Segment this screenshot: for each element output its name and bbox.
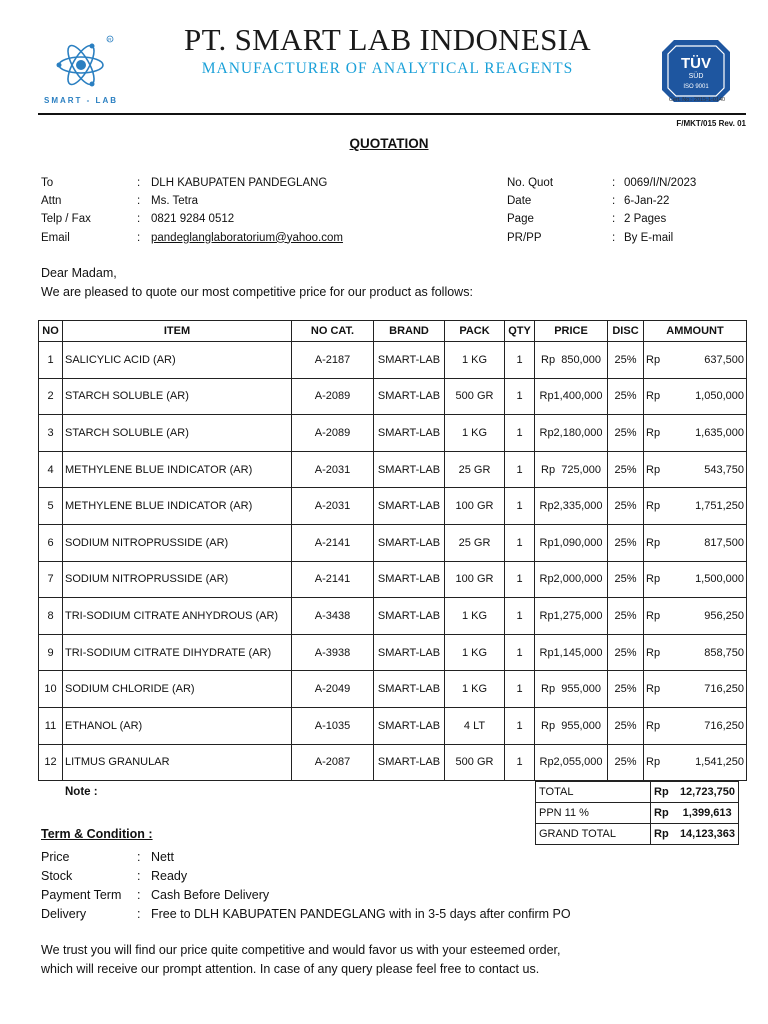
header-no: NO [39, 321, 63, 342]
cell-qty: 1 [505, 451, 535, 488]
recipient-phone: 0821 9284 0512 [151, 213, 235, 226]
cell-item: STARCH SOLUBLE (AR) [63, 415, 292, 452]
quote-info-colons: : : : : [612, 177, 616, 244]
cell-brand: SMART-LAB [374, 342, 445, 379]
cell-amount [644, 598, 747, 635]
table-row [39, 342, 747, 379]
table-header-row [39, 321, 747, 342]
table-row [39, 634, 747, 671]
cell-amount [644, 451, 747, 488]
cell-disc: 25% [608, 561, 644, 598]
iso-text: ISO 9001 [683, 84, 709, 90]
cell-currency: Rp [646, 683, 661, 696]
logo-text: SMART - LAB [44, 96, 118, 105]
table-row [39, 707, 747, 744]
cell-currency: Rp [646, 353, 661, 366]
cell-brand: SMART-LAB [374, 451, 445, 488]
cell-cat: A-2089 [292, 378, 374, 415]
cell-brand: SMART-LAB [374, 634, 445, 671]
recipient-to: DLH KABUPATEN PANDEGLANG [151, 177, 328, 189]
recipient-label: Attn [41, 195, 62, 208]
cell-amount-value: 1,050,000 [695, 390, 744, 403]
cell-disc: 25% [608, 415, 644, 452]
cell-pack: 1 KG [445, 342, 505, 379]
ppn-value-cell [651, 803, 739, 824]
cell-cat: A-1035 [292, 707, 374, 744]
cell-pack: 500 GR [445, 378, 505, 415]
letter-intro [41, 264, 473, 301]
cell-disc: 25% [608, 744, 644, 781]
grand-total-label: GRAND TOTAL [536, 824, 651, 845]
cell-pack: 1 KG [445, 671, 505, 708]
cell-qty: 1 [505, 488, 535, 525]
term-label: Price [41, 850, 70, 864]
cell-item: TRI-SODIUM CITRATE ANHYDROUS (AR) [63, 598, 292, 635]
cell-currency: Rp [646, 536, 661, 549]
cell-disc: 25% [608, 707, 644, 744]
svg-text:R: R [108, 37, 112, 42]
cell-price: Rp2,000,000 [535, 561, 608, 598]
closing-line: We trust you will find our price quite competitive and would favor us with your esteemed order, [41, 943, 561, 957]
cell-no: 3 [39, 415, 63, 452]
cell-qty: 1 [505, 598, 535, 635]
header-brand: BRAND [374, 321, 445, 342]
quote-pages: 2 Pages [624, 213, 667, 226]
cell-brand: SMART-LAB [374, 488, 445, 525]
cell-currency: Rp [646, 646, 661, 659]
cell-disc: 25% [608, 488, 644, 525]
term-label: Payment Term [41, 888, 122, 902]
header-qty: QTY [505, 321, 535, 342]
tuv-certification-badge [660, 38, 732, 104]
cell-cat: A-2087 [292, 744, 374, 781]
cell-amount [644, 488, 747, 525]
terms-colons: : : : : [137, 850, 141, 921]
cell-amount-value: 1,541,250 [695, 756, 744, 769]
quote-info-label: Page [507, 213, 534, 226]
recipient-attn: Ms. Tetra [151, 195, 199, 208]
cell-amount-value: 858,750 [704, 646, 744, 659]
cell-amount [644, 524, 747, 561]
grand-total-value: 14,123,363 [679, 828, 735, 840]
cell-no: 9 [39, 634, 63, 671]
table-row [39, 671, 747, 708]
header-pack: PACK [445, 321, 505, 342]
header-price: PRICE [535, 321, 608, 342]
company-tagline: MANUFACTURER OF ANALYTICAL REAGENTS [201, 60, 574, 77]
cell-cat: A-2031 [292, 451, 374, 488]
cell-no: 12 [39, 744, 63, 781]
term-delivery: Free to DLH KABUPATEN PANDEGLANG with in 3-5 days after confirm PO [151, 907, 571, 921]
recipient-label: To [41, 177, 54, 189]
recipient-values [151, 174, 343, 247]
cell-currency: Rp [646, 609, 661, 622]
table-row [39, 415, 747, 452]
cell-disc: 25% [608, 524, 644, 561]
cell-qty: 1 [505, 378, 535, 415]
cell-price: Rp1,090,000 [535, 524, 608, 561]
cell-amount-value: 716,250 [704, 683, 744, 696]
closing-paragraph [41, 941, 560, 979]
total-value-cell [651, 782, 739, 803]
greeting: Dear Madam, [41, 266, 117, 280]
cell-price: Rp1,275,000 [535, 598, 608, 635]
cell-brand: SMART-LAB [374, 378, 445, 415]
grand-total-value-cell [651, 824, 739, 845]
total-value: 12,723,750 [679, 786, 735, 798]
header-divider [38, 113, 746, 115]
cell-qty: 1 [505, 634, 535, 671]
table-row [39, 451, 747, 488]
totals-row-grand-total [536, 824, 739, 845]
cell-price: Rp1,145,000 [535, 634, 608, 671]
term-label: Stock [41, 869, 73, 883]
header-cat: NO CAT. [292, 321, 374, 342]
header-disc: DISC [608, 321, 644, 342]
cell-no: 4 [39, 451, 63, 488]
totals-row-total [536, 782, 739, 803]
cell-disc: 25% [608, 342, 644, 379]
intro-text: We are pleased to quote our most competitive price for our product as follows: [41, 284, 473, 299]
note-label: Note : [65, 786, 98, 798]
cell-no: 1 [39, 342, 63, 379]
cell-qty: 1 [505, 561, 535, 598]
header-amount: AMMOUNT [644, 321, 747, 342]
cell-price: Rp2,055,000 [535, 744, 608, 781]
cell-currency: Rp [646, 390, 661, 403]
cell-qty: 1 [505, 415, 535, 452]
quote-pr-pp: By E-mail [624, 231, 674, 244]
cell-brand: SMART-LAB [374, 415, 445, 452]
items-table [38, 320, 747, 781]
quote-info-label: No. Quot [507, 177, 554, 189]
tuv-sub-text: SÜD [688, 73, 704, 80]
totals-row-ppn [536, 803, 739, 824]
quote-info-label: Date [507, 195, 532, 208]
total-currency: Rp [654, 786, 669, 798]
cell-amount-value: 543,750 [704, 463, 744, 476]
cell-item: SODIUM NITROPRUSSIDE (AR) [63, 524, 292, 561]
cell-item: METHYLENE BLUE INDICATOR (AR) [63, 451, 292, 488]
cell-brand: SMART-LAB [374, 524, 445, 561]
table-row [39, 744, 747, 781]
cell-no: 10 [39, 671, 63, 708]
cell-price: Rp2,180,000 [535, 415, 608, 452]
cell-amount-value: 817,500 [704, 536, 744, 549]
terms-labels [41, 848, 121, 924]
quote-date: 6-Jan-22 [624, 195, 670, 208]
cell-brand: SMART-LAB [374, 671, 445, 708]
document-title: QUOTATION [349, 136, 429, 151]
cell-brand: SMART-LAB [374, 561, 445, 598]
cell-cat: A-2049 [292, 671, 374, 708]
table-row [39, 524, 747, 561]
cell-amount-value: 637,500 [704, 353, 744, 366]
cell-pack: 1 KG [445, 598, 505, 635]
term-price: Nett [151, 850, 174, 864]
cell-price: Rp1,400,000 [535, 378, 608, 415]
terms-values [151, 848, 571, 924]
cell-item: TRI-SODIUM CITRATE DIHYDRATE (AR) [63, 634, 292, 671]
cell-qty: 1 [505, 744, 535, 781]
certificate-number: Cert. No.: 2015-1-0140 [668, 97, 726, 103]
table-row [39, 378, 747, 415]
cell-amount [644, 561, 747, 598]
cell-pack: 1 KG [445, 634, 505, 671]
cell-qty: 1 [505, 524, 535, 561]
cell-currency: Rp [646, 719, 661, 732]
recipient-labels [41, 174, 91, 247]
grand-total-currency: Rp [654, 828, 669, 840]
cell-pack: 25 GR [445, 524, 505, 561]
cell-qty: 1 [505, 342, 535, 379]
cell-amount [644, 707, 747, 744]
quote-info-values [624, 174, 696, 247]
cell-no: 6 [39, 524, 63, 561]
cell-cat: A-2141 [292, 524, 374, 561]
cell-disc: 25% [608, 451, 644, 488]
ppn-value: 1,399,613 [682, 807, 732, 819]
cell-price: Rp 725,000 [535, 451, 608, 488]
cell-amount [644, 415, 747, 452]
cell-no: 8 [39, 598, 63, 635]
cell-amount [644, 378, 747, 415]
cell-item: ETHANOL (AR) [63, 707, 292, 744]
cell-no: 2 [39, 378, 63, 415]
closing-line: which will receive our prompt attention. In case of any query please feel free to contact us. [41, 962, 540, 976]
company-logo [38, 33, 124, 109]
quote-info-labels [507, 174, 553, 247]
cell-cat: A-2089 [292, 415, 374, 452]
totals-table [535, 781, 739, 845]
cell-disc: 25% [608, 378, 644, 415]
cell-amount-value: 1,500,000 [695, 573, 744, 586]
cell-qty: 1 [505, 707, 535, 744]
cell-amount-value: 1,751,250 [695, 500, 744, 513]
total-label: TOTAL [536, 782, 651, 803]
cell-amount-value: 716,250 [704, 719, 744, 732]
cell-price: Rp 850,000 [535, 342, 608, 379]
cell-pack: 4 LT [445, 707, 505, 744]
cell-no: 5 [39, 488, 63, 525]
ppn-label: PPN 11 % [536, 803, 651, 824]
cell-pack: 500 GR [445, 744, 505, 781]
cell-item: SODIUM NITROPRUSSIDE (AR) [63, 561, 292, 598]
cell-qty: 1 [505, 671, 535, 708]
term-label: Delivery [41, 907, 87, 921]
recipient-email-link[interactable]: pandeglanglaboratorium@yahoo.com [151, 231, 343, 244]
cell-disc: 25% [608, 634, 644, 671]
cell-amount-value: 1,635,000 [695, 426, 744, 439]
cell-amount [644, 342, 747, 379]
header-item: ITEM [63, 321, 292, 342]
tuv-mark-text: TÜV [681, 55, 711, 72]
cell-amount [644, 744, 747, 781]
cell-currency: Rp [646, 573, 661, 586]
cell-cat: A-2031 [292, 488, 374, 525]
ppn-currency: Rp [654, 807, 669, 819]
cell-no: 7 [39, 561, 63, 598]
cell-cat: A-2187 [292, 342, 374, 379]
quote-info-label: PR/PP [507, 231, 542, 244]
cell-item: SALICYLIC ACID (AR) [63, 342, 292, 379]
cell-cat: A-2141 [292, 561, 374, 598]
cell-amount [644, 634, 747, 671]
recipient-colons: : : : : [137, 177, 141, 244]
table-row [39, 561, 747, 598]
cell-item: METHYLENE BLUE INDICATOR (AR) [63, 488, 292, 525]
cell-price: Rp2,335,000 [535, 488, 608, 525]
term-stock: Ready [151, 869, 188, 883]
cell-amount-value: 956,250 [704, 609, 744, 622]
recipient-label: Telp / Fax [41, 213, 91, 226]
cell-item: LITMUS GRANULAR [63, 744, 292, 781]
cell-cat: A-3938 [292, 634, 374, 671]
cell-currency: Rp [646, 463, 661, 476]
table-row [39, 488, 747, 525]
cell-pack: 100 GR [445, 488, 505, 525]
cell-item: SODIUM CHLORIDE (AR) [63, 671, 292, 708]
cell-price: Rp 955,000 [535, 707, 608, 744]
cell-cat: A-3438 [292, 598, 374, 635]
cell-brand: SMART-LAB [374, 707, 445, 744]
cell-currency: Rp [646, 756, 661, 769]
quote-number: 0069/I/N/2023 [624, 177, 697, 189]
cell-currency: Rp [646, 426, 661, 439]
form-code: F/MKT/015 Rev. 01 [676, 119, 746, 128]
cell-currency: Rp [646, 500, 661, 513]
terms-title: Term & Condition : [41, 827, 153, 841]
company-name: PT. SMART LAB INDONESIA [184, 22, 591, 57]
cell-disc: 25% [608, 671, 644, 708]
cell-disc: 25% [608, 598, 644, 635]
cell-brand: SMART-LAB [374, 744, 445, 781]
cell-brand: SMART-LAB [374, 598, 445, 635]
cell-amount [644, 671, 747, 708]
cell-pack: 25 GR [445, 451, 505, 488]
cell-pack: 100 GR [445, 561, 505, 598]
table-row [39, 598, 747, 635]
cell-item: STARCH SOLUBLE (AR) [63, 378, 292, 415]
cell-price: Rp 955,000 [535, 671, 608, 708]
recipient-label: Email [41, 231, 70, 244]
term-payment: Cash Before Delivery [151, 888, 270, 902]
cell-no: 11 [39, 707, 63, 744]
cell-pack: 1 KG [445, 415, 505, 452]
